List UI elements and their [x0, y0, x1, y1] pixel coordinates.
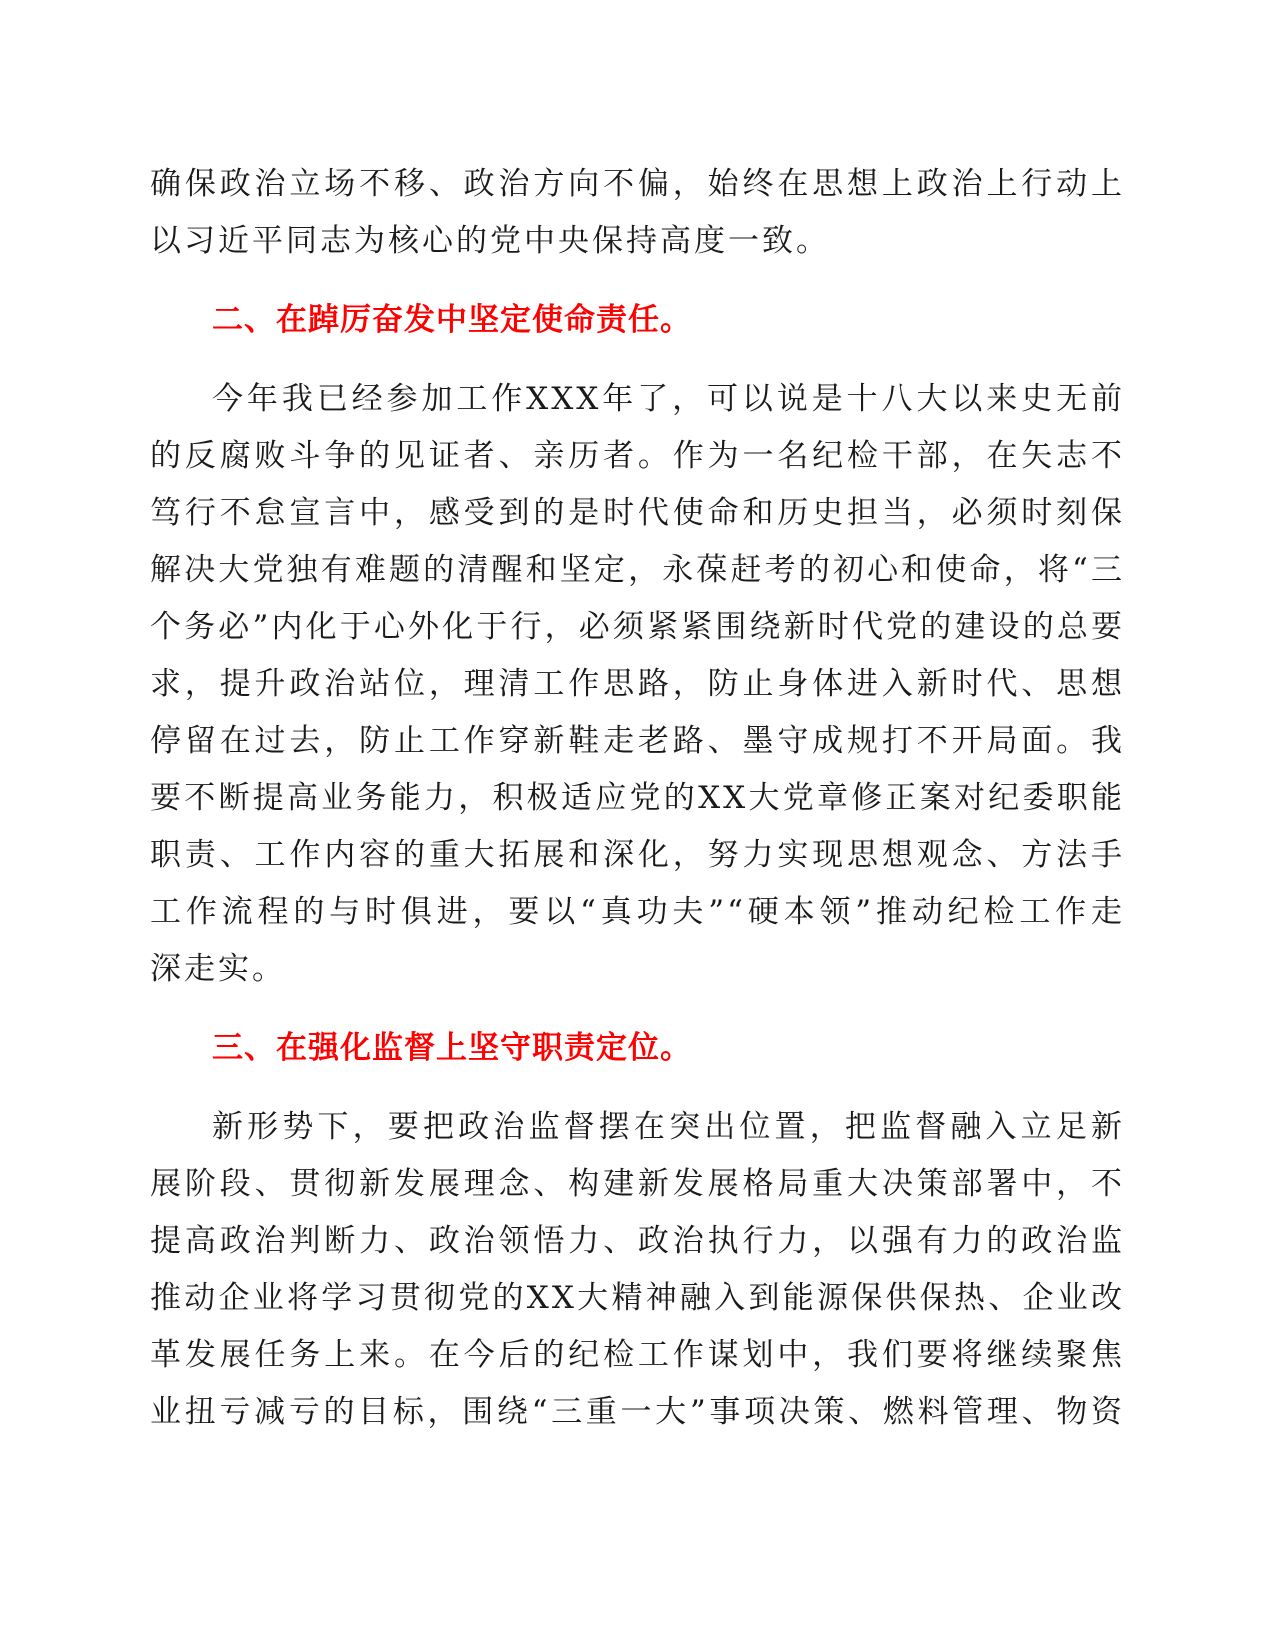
body-line: 展阶段、贯彻新发展理念、构建新发展格局重大决策部署中，不	[150, 1166, 1125, 1202]
section-heading-3: 三、在强化监督上坚守职责定位。	[212, 1030, 692, 1066]
body-line: 深走实。	[150, 951, 286, 987]
body-line: 求，提升政治站位，理清工作思路，防止身体进入新时代、思想	[150, 666, 1125, 702]
body-line: 业扭亏减亏的目标，围绕“三重一大”事项决策、燃料管理、物资	[150, 1394, 1125, 1430]
paragraph-gap	[150, 998, 1125, 1020]
body-line: 新形势下，要把政治监督摆在突出位置，把监督融入立足新	[212, 1109, 1125, 1145]
body-line: 今年我已经参加工作XXX年了，可以说是十八大以来史无前	[212, 381, 1125, 417]
paragraph-gap	[150, 1077, 1125, 1099]
paragraph-gap	[150, 349, 1125, 371]
body-line: 的反腐败斗争的见证者、亲历者。作为一名纪检干部，在矢志不	[150, 438, 1125, 474]
body-line: 个务必”内化于心外化于行，必须紧紧围绕新时代党的建设的总要	[150, 609, 1125, 645]
body-line: 工作流程的与时俱进，要以“真功夫”“硬本领”推动纪检工作走	[150, 894, 1125, 930]
body-line: 笃行不怠宣言中，感受到的是时代使命和历史担当，必须时刻保	[150, 495, 1125, 531]
body-line: 以习近平同志为核心的党中央保持高度一致。	[150, 223, 830, 259]
body-line: 要不断提高业务能力，积极适应党的XX大党章修正案对纪委职能	[150, 780, 1125, 816]
body-line: 职责、工作内容的重大拓展和深化，努力实现思想观念、方法手	[150, 837, 1125, 873]
paragraph-gap	[150, 270, 1125, 292]
body-line: 提高政治判断力、政治领悟力、政治执行力，以强有力的政治监	[150, 1223, 1125, 1259]
body-line: 确保政治立场不移、政治方向不偏，始终在思想上政治上行动上	[150, 166, 1125, 202]
body-line: 革发展任务上来。在今后的纪检工作谋划中，我们要将继续聚焦	[150, 1337, 1125, 1373]
section-heading-2: 二、在踔厉奋发中坚定使命责任。	[212, 302, 692, 338]
body-line: 停留在过去，防止工作穿新鞋走老路、墨守成规打不开局面。我	[150, 723, 1125, 759]
body-line: 解决大党独有难题的清醒和坚定，永葆赶考的初心和使命，将“三	[150, 552, 1125, 588]
body-line: 推动企业将学习贯彻党的XX大精神融入到能源保供保热、企业改	[150, 1280, 1125, 1316]
document-body	[150, 156, 1125, 1441]
